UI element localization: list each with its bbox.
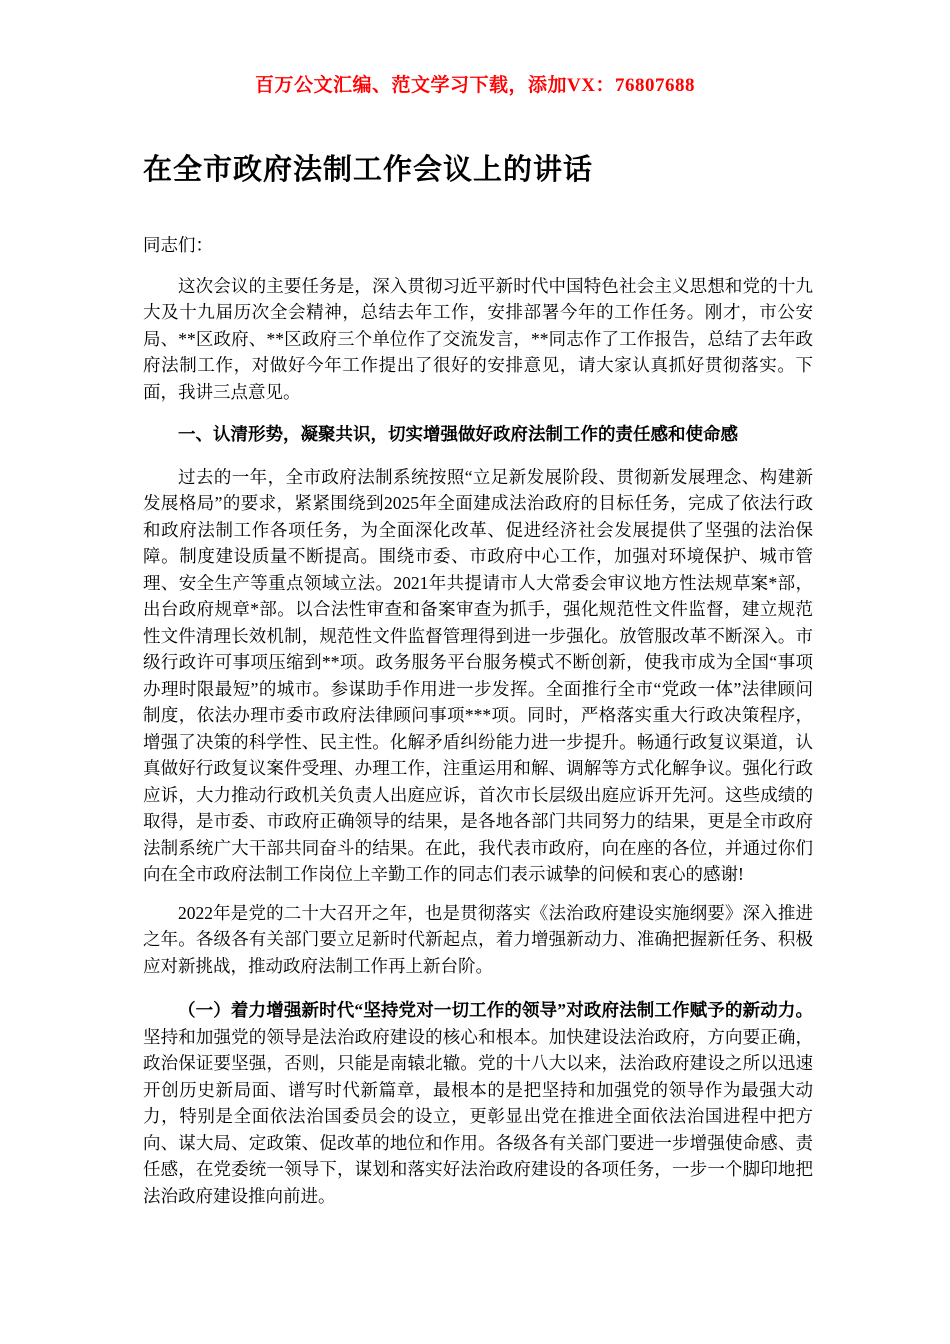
document-title: 在全市政府法制工作会议上的讲话 [143,154,594,186]
paragraph-text-segment: 过去的一年，全市政府法制系统按照“立足新发展阶段、贯彻新发展理念、构建新发展格局”的要求，紧紧围绕到2025年全面建成法治政府的目标任务，完成了依法行政和政府法制工作各项任务，为全面深化改革、促进经济社会发展提供了坚强的法治保障。制度建设质量不断提高。围绕市委、市政府中心工作，加强对环境保护、城市管理、安全生产等重点领域立法。2021年共提请市人大常委会审议地方性法规草案*部，出台政府规章*部。以合法性审查和备案审查为抓手，强化规范性文件监督，建立规范性文件清理长效机制，规范性文件监督管理得到进一步强化。放管服改革不断深入。市级行政许可事项压缩到**项。政务服务平台服务模式不断创新，使我市成为全国“事项办理时限最短”的城市。参谋助手作用进一步发挥。全面推行全市“党政一体”法律顾问制度，依法办理市委市政府法律顾问事项***项。同时，严格落实重大行政决策程序，增强了决策的科学性、民主性。化解矛盾纠纷能力进一步提升。畅通行政复议渠道，认真做好行政复议案件受理、办理工作，注重运用和解、调解等方式化解争议。强化行政应诉，大力推动行政机关负责人出庭应诉，首次市长层级出庭应诉开先河。这些成绩的取得，是市委、市政府正确领导的结果，是各地各部门共同努力的结果，更是全市政府法制系统广大干部共同奋斗的结果。在此，我代表市政府，向在座的各位，并通过你们向在全市政府法制工作岗位上辛勤工作的同志们表示诚挚的问候和衷心的感谢! [143,466,813,884]
document-body [143,232,813,1209]
paragraph-bold-segment: （一）着力增强新时代“坚持党对一切工作的领导”对政府法制工作赋予的新动力。 [178,1000,813,1020]
document-page [0,147,950,1209]
paragraph-text-segment: 同志们： [143,235,213,255]
paragraph-body [143,900,813,980]
paragraph-heading [143,421,813,448]
paragraph-salutation [143,232,813,259]
paragraph-bold-segment: 一、认清形势，凝聚共识，切实增强做好政府法制工作的责任感和使命感 [178,424,738,444]
watermark-notice: 百万公文汇编、范文学习下载，添加VX：76807688 [255,75,695,96]
paragraph-text-segment: 坚持和加强党的领导是法治政府建设的核心和根本。加快建设法治政府，方向要正确，政治保证要坚强，否则，只能是南辕北辙。党的十八大以来，法治政府建设之所以迅速开创历史新局面、谱写时代新篇章，最根本的是把坚持和加强党的领导作为最强大动力，特别是全面依法治国委员会的设立，更彰显出党在推进全面依法治国进程中把方向、谋大局、定政策、促改革的地位和作用。各级各有关部门要进一步增强使命感、责任感，在党委统一领导下，谋划和落实好法治政府建设的各项任务，一步一个脚印地把法治政府建设推向前进。 [143,1026,813,1206]
paragraph-body [143,464,813,888]
paragraph-body [143,273,813,406]
paragraph-text-segment: 2022年是党的二十大召开之年，也是贯彻落实《法治政府建设实施纲要》深入推进之年。各级各有关部门要立足新时代新起点，着力增强新动力、准确把握新任务、积极应对新挑战，推动政府法制工作再上新台阶。 [143,902,813,976]
paragraph-mixed [143,997,813,1209]
paragraph-text-segment: 这次会议的主要任务是，深入贯彻习近平新时代中国特色社会主义思想和党的十九大及十九届历次全会精神，总结去年工作，安排部署今年的工作任务。刚才，市公安局、**区政府、**区政府三个单位作了交流发言，**同志作了工作报告，总结了去年政府法制工作，对做好今年工作提出了很好的安排意见，请大家认真抓好贯彻落实。下面，我讲三点意见。 [143,275,813,402]
